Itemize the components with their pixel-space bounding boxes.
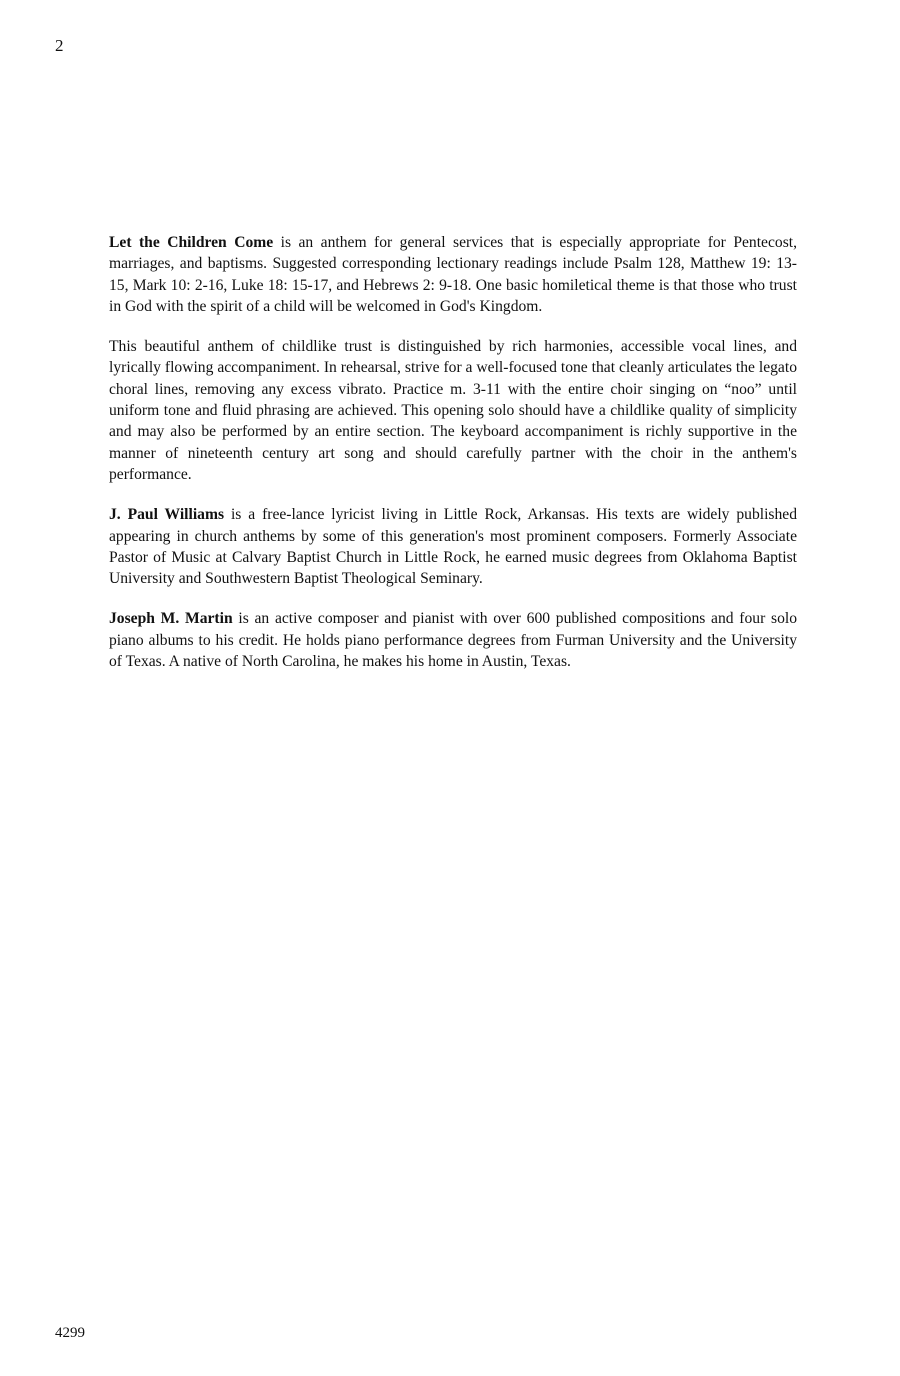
paragraph-text: is an anthem for general services that is especially appropriate for Pentecost, marriages, and baptisms. Suggested corresponding lectionary readings include Psalm 128, Matthew 19: 13-15, Mark 10: 2-16, Luke 18: 15-17, and Hebrews 2: 9-18. One basic homiletical theme is that those who trust in God with the spirit of a child will be welcomed in God's Kingdom. — [109, 234, 797, 315]
lyricist-name: J. Paul Williams — [109, 506, 225, 524]
composer-name: Joseph M. Martin — [109, 610, 233, 628]
body-text — [109, 232, 797, 691]
paragraph-text: is an active composer and pianist with over 600 published compositions and four solo piano albums to his credit. He holds piano performance degrees from Furman University and the University of Texas. A native of North Carolina, he makes his home in Austin, Texas. — [109, 610, 797, 671]
paragraph-text: is a free-lance lyricist living in Little Rock, Arkansas. His texts are widely published appearing in church anthems by some of this generation's most prominent composers. Formerly Associate Pastor of Music at Calvary Baptist Church in Little Rock, he earned music degrees from Oklahoma Baptist University and Southwestern Baptist Theological Seminary. — [109, 506, 797, 588]
paragraph-performance-notes — [109, 336, 797, 485]
anthem-title: Let the Children Come — [109, 234, 274, 251]
paragraph-lyricist-bio — [109, 504, 797, 589]
paragraph-text: This beautiful anthem of childlike trust is distinguished by rich harmonies, accessible vocal lines, and lyrically flowing accompaniment. In rehearsal, strive for a well-focused tone that cleanly articulates the legato choral lines, removing any excess vibrato. Practice m. 3-11 with the entire choir singing on “noo” until uniform tone and fluid phrasing are achieved. This opening solo should have a childlike quality of simplicity and may also be performed by an entire section. The keyboard accompaniment is richly supportive in the manner of nineteenth century art song and should carefully partner with the choir in the anthem's performance. — [109, 338, 797, 483]
paragraph-composer-bio — [109, 608, 797, 672]
paragraph-anthem-description — [109, 232, 797, 317]
catalog-number: 4299 — [55, 1325, 85, 1341]
page-number: 2 — [55, 36, 64, 55]
